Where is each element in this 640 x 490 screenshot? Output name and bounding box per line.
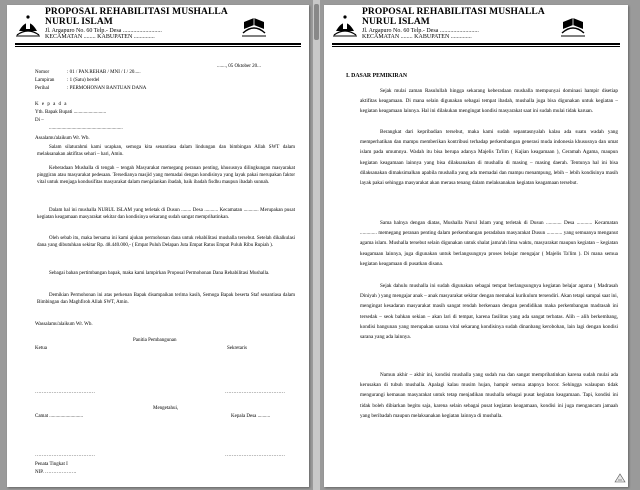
letter-paragraph-5: Sebagai bahan pertimbangan bapak, maka kami lampirkan Proposal Permohonan Dana Rehabilitasi Mushalla. (49, 271, 270, 276)
label-camat: Camat ........................... (35, 414, 84, 419)
page-curl-icon[interactable] (614, 470, 626, 480)
letter-paragraph-2: Keberadaan Mushalla di tengah – tengah Masyarakat memegang peranan penting, khususnya dilingkungan masyarakat pinggiran atau masyarakat pedesaan. Tersedianya masjid yang memadai dengan kondisinya yang layak pakai merupakan faktor vital untuk menjaga kondusifitas masyarakat dalam menjalankan ibadah, baik ibadah fisdhu maupun ibadah sunnah. (37, 166, 295, 185)
meta-label-perihal: Perihal (35, 86, 50, 91)
letterhead (7, 5, 309, 43)
committee-title: Panitia Pembangunan (133, 338, 177, 343)
letterhead-title: PROPOSAL REHABILITASI MUSHALLA (362, 7, 545, 17)
section-heading: I. DASAR PEMIKIRAN (346, 73, 408, 79)
letterhead-rule-thin (15, 46, 301, 47)
proposal-paragraph-1: Sejak mulai zaman Rasulullah hingga sekarang keberadaan mushalla mempunyai dominasi hampir disetiap aktifitas keagamaan. Di mana selain digunakan sebagai tempat ibadah, mushalla juga bisa digunakan untuk kegiatan – kegiatan keagamaan lainnya. Hal ini dilakukan mengingat kondisi masyarakat saat ini sudah mulai tidak karuan. (360, 88, 618, 115)
letter-page (7, 5, 309, 487)
proposal-page (324, 5, 628, 487)
letter-paragraph-1: Salam silaturahmi kami ucapkan, semoga kita senantiasa dalam lindungan dan bimbingan Allah SWT dalam melaksanakan aktifitas sehari – hari, Amin. (37, 145, 295, 157)
book-logo-icon (241, 13, 267, 37)
mosque-logo-icon (332, 13, 358, 37)
vertical-scrollbar[interactable] (313, 0, 320, 490)
meta-value-lampiran: : 1 (Satu) berdel (67, 78, 100, 83)
letterhead-subtitle: NURUL ISLAM (362, 16, 430, 27)
letterhead-rule (15, 43, 301, 45)
proposal-paragraph-5: Namun akhir – akhir ini, kondisi mushalla yang sudah rua dan sangat memprihatinkan karena sudah mulai ada kerusakan di tubuh mushalla. Apalagi kalau musim hujan, hampir semua atapnya bocor. Sehingga walaupun tidak mengurangi kemauan masyarakat untuk tetap menjadikan mushalla sebagai pusat kegiatan keagamaan. Tapi, kondisi ini tidak boleh dibiarkan begitu saja, karena selain sebagai pusat kegiatan keagamaan, kondisi ini juga mengancam jamaah yang beribadah maupun melaksanakan kegiatan lainnya di mushalla. (360, 372, 618, 419)
letterhead-address: Jl. Argapuro No. 60 Telp.- Desa .......................... (362, 27, 479, 34)
mengetahui: Mengetahui, (153, 406, 179, 411)
letter-paragraph-4: Oleh sebab itu, maka bersama ini kami ajukan permohonan dana untuk rehabilitasi mushalla tersebut. Setelah dikalkulasi dana yang dibutuhkan sekitar Rp. 48.440.000,- ( Empat Puluh Delapan Juta Empat Ratus Empat Puluh Ribu Rupiah ). (37, 236, 295, 248)
label-kepala-desa: Kepala Desa .......... (231, 414, 271, 419)
letter-date: ......., 05 Oktober 20... (217, 64, 261, 69)
recipient-name: Yth. Bapak Bupati .......................... (35, 110, 107, 115)
letterhead-rule (332, 43, 620, 45)
meta-value-nomor: : 01 / PAN.REHAB / MNI / I / 20..... (67, 70, 141, 75)
proposal-paragraph-2: Berangkat dari kepribadian tersebut, maka kami sudah sepantasnyalah kalau ada suatu wadah yang memperhatikan dan mampu memberikan kontribusi terhadap perkembangan generasi muda indonesia khususnya dan umat islam pada umumnya. Wadah itu bisa berupa adanya Majelis Ta'lim ( Kajian keagamaan ), Ceramah Agama, maupun kegiatan keagamaan lainnya yang bisa dilaksanakan di mushalla di masing – masing daerah. Tentunya hal ini bisa dilaksanakan dimaksimalkan apabila mushalla yang ada memadai dan mampu menampung, lebih – lebih kondisinya masih layak pakai sehingga masyarakat akan merasa tenang dalam melaksanakan kegiatan keagamaan tersebut. (360, 129, 618, 187)
mosque-logo-icon (15, 13, 41, 37)
letterhead-rule-thin (332, 46, 620, 47)
label-sekretaris: Sekretaris (227, 346, 247, 351)
meta-label-lampiran: Lampiran (35, 78, 55, 83)
letter-paragraph-6: Demikian Permohonan ini atas perkenan Bapak disampaikan terima kasih, Semoga Bapak beserta Staf senantiasa dalam Bimbingan dan Maghfiroh Allah SWT, Amin. (37, 293, 295, 305)
greeting: Assalamu'alaikum Wr. Wb. (35, 136, 90, 141)
camat-rank: Penata Tingkat I (35, 462, 68, 467)
recipient-di: Di – (35, 118, 44, 123)
signature-kades: ……………………………… (225, 453, 285, 458)
signature-sekretaris: ……………………………… (225, 390, 285, 395)
closing: Wassalamu'alaikum Wr. Wb. (35, 322, 93, 327)
meta-label-nomor: Nomor (35, 70, 50, 75)
recipient-place: ........................................................... (49, 126, 123, 131)
signature-camat: ……………………………… (35, 453, 95, 458)
letterhead-subtitle: NURUL ISLAM (45, 16, 113, 27)
letterhead-title: PROPOSAL REHABILITASI MUSHALLA (45, 7, 228, 17)
letterhead-address: Jl. Argapuro No. 60 Telp.- Desa .......................... (45, 27, 162, 34)
proposal-paragraph-4: Sejak dahulu mushalla ini sudah digunakan sebagai tempat berlangsungnya kegiatan belajar agama ( Madrasah Diniyah ) yang mengajar anak – anak masyarakat sekitar dengan memakai kurikulum tersendiri. Akan tetapi sampai saat ini, mengingat kesadaran masyarakat masih sangat rendah berkenaan dengan pendidikan maka perkembangan madrasah ini tersedak – seok bahkan sekian – akan lari di tempat, karena fasilitas yang ada sangat terbatas. Alih – alih berkembang, kondisi bangunan yang merupakan sarana vital sekarang kondisinya sudah dinanbang kerobohan, lain lagi dengan kondisi sarana yang ada lainnya. (360, 283, 618, 341)
proposal-paragraph-3: Sama halnya dengan diatas, Mushalla Nurul Islam yang terletak di Dusun ............ Desa ............ Kecamatan ............. memegang peranan penting dalam perkembangan peradaban masyarakat Dusun ............ yang semuanya menganut agama islam. Mushalla tersebut selain digunakan untuk shalat jama'ah lima waktu, masyarakat maupun kegiatan – kegiatan keagamaan lainnya, juga digunakan untuk berlangsungnya proses belajar mengajar ( Majelis Ta'lim ). Di mana semua kegiatan keagamaan di pusatkan disana. (360, 220, 618, 267)
book-logo-icon (560, 13, 586, 37)
scrollbar-thumb[interactable] (314, 4, 319, 40)
signature-ketua: ……………………………… (35, 390, 95, 395)
letter-paragraph-3: Dalam hal ini mushalla NURUL ISLAM yang terletak di Dusun ........ Desa ........... Kecamatan ............ Merupakan pusat kegiatan keagamaan masyarakat sekitar dan kondisinya sekarang sudah sangat memprihatinkan. (37, 208, 295, 220)
recipient-kepada: K e p a d a (35, 102, 68, 107)
letterhead (324, 5, 628, 43)
letterhead-region: KECAMATAN ........ KABUPATEN .............. (45, 34, 155, 41)
camat-nip: NIP. ………………. (35, 470, 77, 475)
meta-value-perihal: : PERMOHONAN BANTUAN DANA (67, 86, 147, 91)
label-ketua: Ketua (35, 346, 47, 351)
letterhead-region: KECAMATAN ........ KABUPATEN .............. (362, 34, 472, 41)
